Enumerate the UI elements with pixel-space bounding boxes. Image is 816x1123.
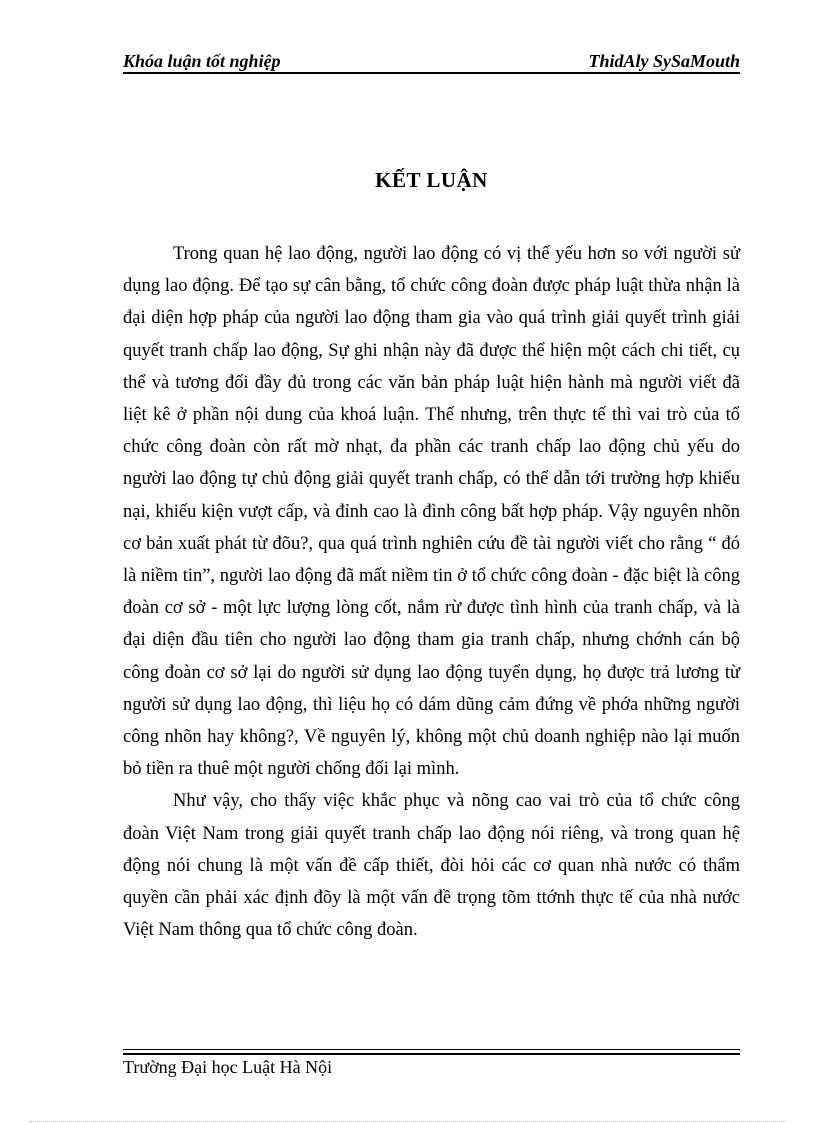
footer-rule-thin [123, 1049, 740, 1050]
page-bottom-border [30, 1121, 786, 1122]
section-title: KẾT LUẬN [375, 168, 488, 192]
page-header [123, 48, 740, 72]
header-left-text: Khóa luận tốt nghiệp [123, 51, 281, 71]
footer-rule-thick [123, 1053, 740, 1055]
body-text [123, 238, 740, 946]
header-rule [123, 72, 740, 74]
paragraph-2: Như vậy, cho thấy việc khắc phục và nõng cao vai trò của tổ chức công đoàn Việt Nam trong giải quyết tranh chấp lao động nói riêng, và trong quan hệ động nói chung là một vấn đề cấp thiết, đòi hỏi các cơ quan nhà nước có thẩm quyền cần phải xác định đõy là một vấn đề trọng tõm ttớnh thực tế của nhà nước Việt Nam thông qua tổ chức công đoàn. [123, 791, 740, 941]
header-right-text: ThidAly SySaMouth [588, 51, 740, 71]
page-footer: Trường Đại học Luật Hà Nội [123, 1057, 333, 1077]
paragraph-1: Trong quan hệ lao động, người lao động có vị thế yếu hơn so với người sử dụng lao động. Để tạo sự cân bằng, tổ chức công đoàn được pháp luật thừa nhận là đại diện hợp pháp của người lao động tham gia vào quá trình giải quyết trình giải quyết tranh chấp lao động, Sự ghi nhận này đã được thể hiện một cách chi tiết, cụ thể và tương đối đầy đủ trong các văn bản pháp luật hiện hành mà người viết đã liệt kê ở phần nội dung của khoá luận. Thế nhưng, trên thực tế thì vai trò của tổ chức công đoàn còn rất mờ nhạt, đa phần các tranh chấp lao động chủ yếu do người lao động tự chủ động giải quyết tranh chấp, có thể dẫn tới trường hợp khiếu nại, khiếu kiện vượt cấp, và đỉnh cao là đình công bất hợp pháp. Vậy nguyên nhõn cơ bản xuất phát từ đõu?, qua quá trình nghiên cứu đề tài người viết cho rằng “ đó là niềm tin”, người lao động đã mất niềm tin ở tổ chức công đoàn - đặc biệt là công đoàn cơ sở - một lực lượng lòng cốt, nắm rừ được tình hình của tranh chấp, và là đại diện đầu tiên cho người lao động tham gia tranh chấp, nhưng chớnh cán bộ công đoàn cơ sở lại do người sử dụng lao động tuyển dụng, họ được trả lương từ người sử dụng lao động, thì liệu họ có dám dũng cảm đứng về phớa những người công nhõn hay không?, Về nguyên lý, không một chủ doanh nghiệp nào lại muốn bỏ tiền ra thuê một người chống đối lại mình. [123, 244, 740, 780]
